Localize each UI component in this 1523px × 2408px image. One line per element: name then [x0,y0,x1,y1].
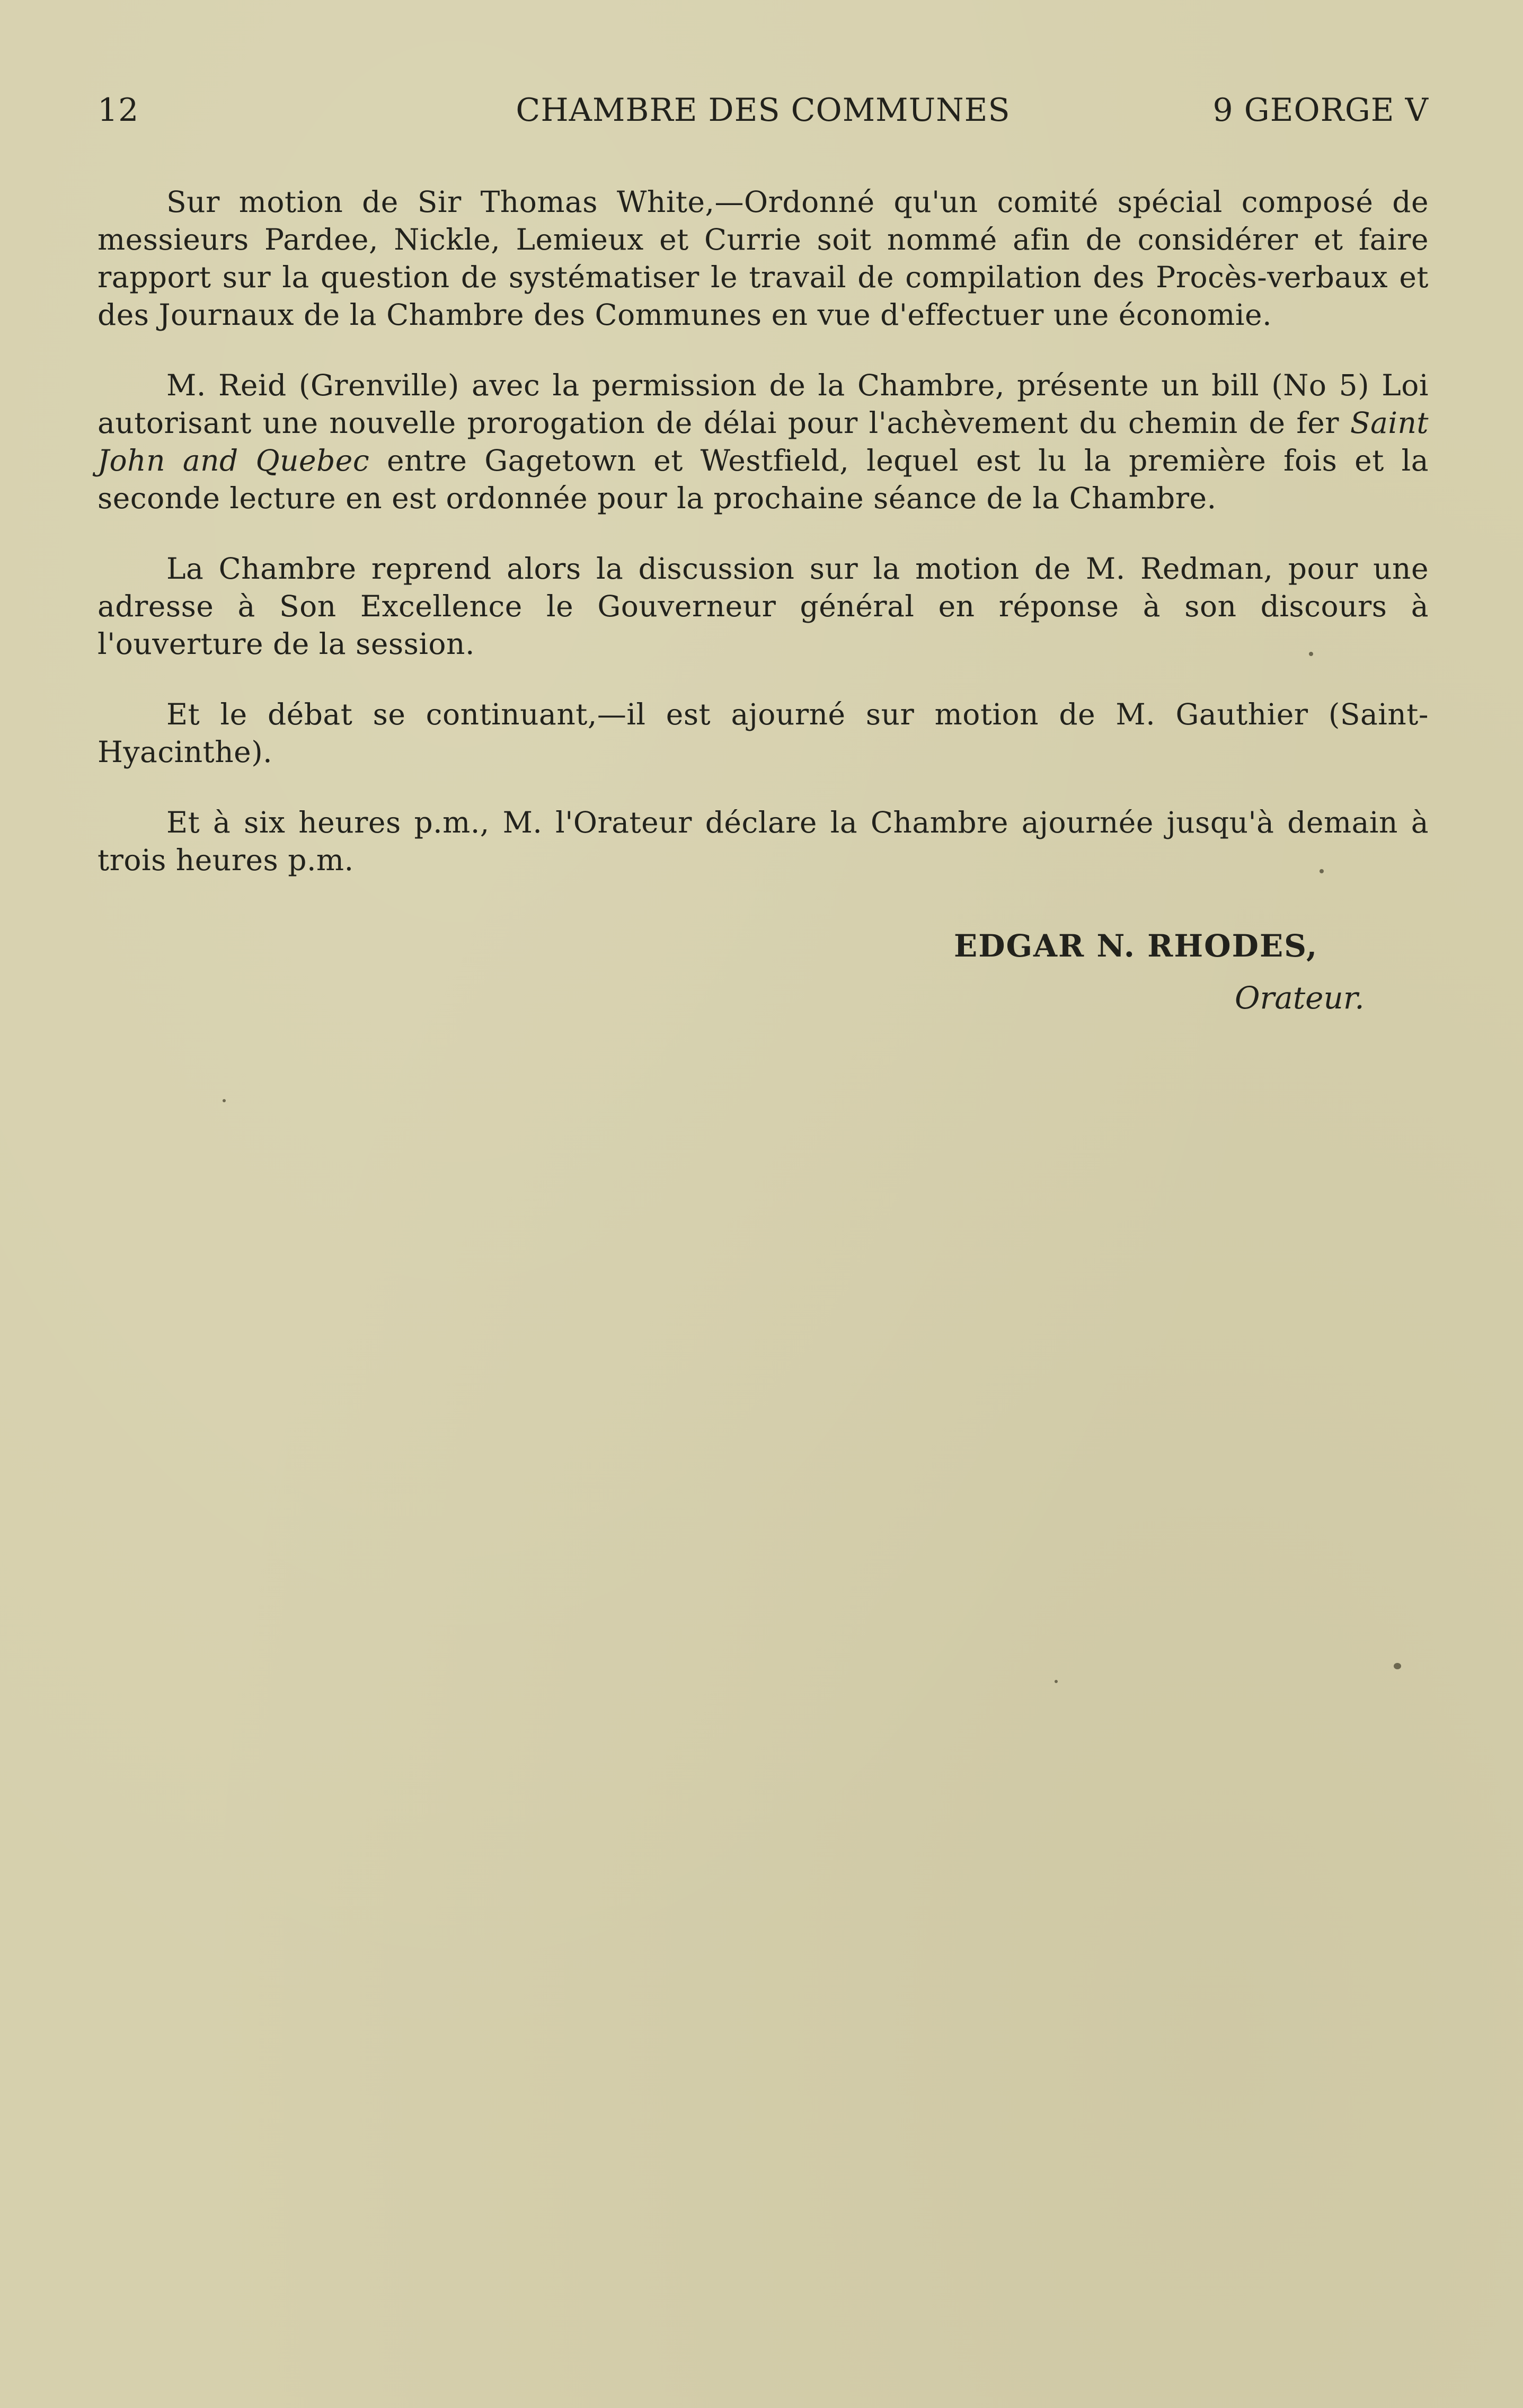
paragraph-house-adjourned: Et à six heures p.m., M. l'Orateur déclare la Chambre ajournée jusqu'à demain à trois heures p.m. [98,805,1429,877]
paper-speck [223,1099,226,1102]
signature-name: EDGAR N. RHODES, [954,928,1318,964]
regnal-year: 9 GEORGE V [1212,92,1429,129]
paper-speck [1309,652,1313,656]
paper-speck [1320,869,1324,873]
paragraph-committee-motion: Sur motion de Sir Thomas White,—Ordonné qu'un comité spécial composé de messieurs Pardee, Nickle, Lemieux et Currie soit nommé afin de considérer et faire rapport sur la question de systématiser le travail de compilation des Procès-verbaux et des Journaux de la Chambre des Communes en vue d'effectuer une économie. [98,185,1429,332]
signature-title: Orateur. [1235,980,1365,1016]
page-header [98,89,1429,131]
bill-text-before: M. Reid (Grenville) avec la permission de la Chambre, présente un bill (No 5) Loi autorisant une nouvelle prorogation de délai pour l'achèvement du chemin de fer [98,368,1429,440]
paragraph-bill-introduction [98,367,1429,517]
page-number: 12 [98,92,139,129]
paragraph-address-debate: La Chambre reprend alors la discussion sur la motion de M. Redman, pour une adresse à Son Excellence le Gouverneur général en réponse à son discours à l'ouverture de la session. [98,552,1429,661]
running-title: CHAMBRE DES COMMUNES [516,92,1011,129]
paper-speck [1394,1663,1401,1669]
paragraph-debate-adjourned: Et le débat se continuant,—il est ajourné sur motion de M. Gauthier (Saint-Hyacinthe). [98,697,1429,769]
bill-text-after: entre Gagetown et Westfield, lequel est lu la première fois et la seconde lecture en est ordonnée pour la prochaine séance de la Chambre. [98,444,1429,515]
paper-speck [1055,1680,1058,1683]
railway-name: Saint John and Quebec [98,406,1429,477]
journal-body [98,183,1429,912]
